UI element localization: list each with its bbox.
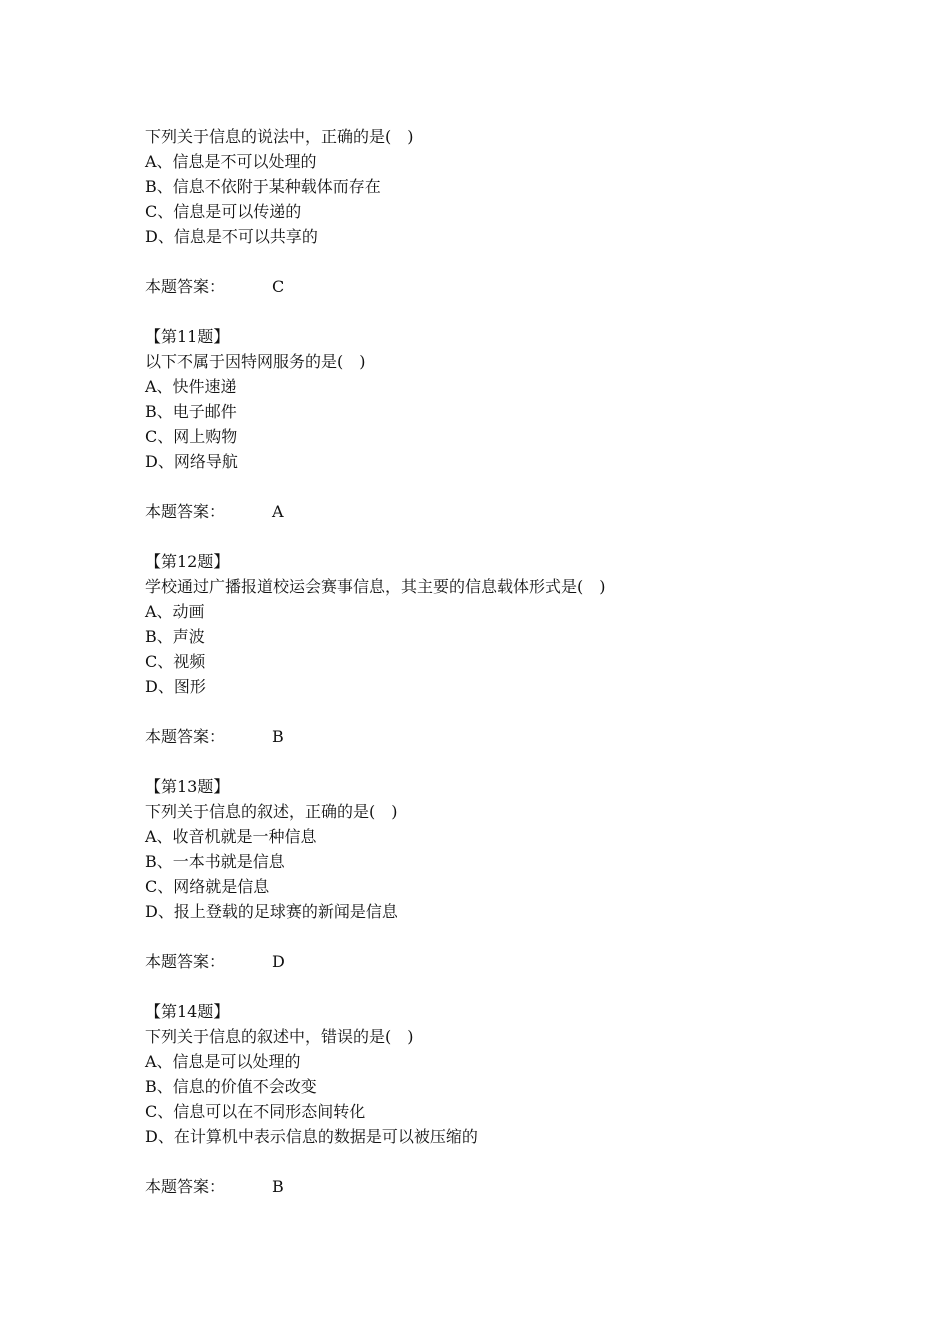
- answer-label: 本题答案：: [145, 277, 226, 296]
- question-stem: 下列关于信息的叙述中，错误的是( ): [145, 1027, 414, 1046]
- question-block: [145, 324, 865, 549]
- answer-row: [145, 949, 865, 974]
- option-d: D、报上登载的足球赛的新闻是信息: [145, 902, 398, 921]
- answer-label: 本题答案：: [145, 502, 226, 521]
- answer-row: [145, 499, 865, 524]
- question-stem: 下列关于信息的叙述，正确的是( ): [145, 802, 398, 821]
- option-c: C、视频: [145, 652, 206, 671]
- option-a: A、快件速递: [145, 377, 237, 396]
- option-a: A、动画: [145, 602, 205, 621]
- answer-row: [145, 724, 865, 749]
- option-a: A、收音机就是一种信息: [145, 827, 317, 846]
- option-b: B、一本书就是信息: [145, 852, 285, 871]
- question-number: 【第12题】: [145, 552, 230, 571]
- option-b: B、信息的价值不会改变: [145, 1077, 317, 1096]
- question-block: [145, 774, 865, 999]
- option-c: C、信息是可以传递的: [145, 202, 302, 221]
- answer-label: 本题答案：: [145, 1177, 226, 1196]
- option-c: C、信息可以在不同形态间转化: [145, 1102, 366, 1121]
- option-a: A、信息是不可以处理的: [145, 152, 317, 171]
- option-d: D、信息是不可以共享的: [145, 227, 318, 246]
- question-number: 【第14题】: [145, 1002, 230, 1021]
- question-stem: 下列关于信息的说法中，正确的是( ): [145, 127, 414, 146]
- answer-value: A: [272, 502, 284, 521]
- option-b: B、声波: [145, 627, 205, 646]
- question-block: [145, 124, 865, 324]
- answer-value: D: [272, 952, 285, 971]
- question-block: [145, 999, 865, 1199]
- option-d: D、在计算机中表示信息的数据是可以被压缩的: [145, 1127, 478, 1146]
- question-number: 【第13题】: [145, 777, 230, 796]
- answer-value: B: [272, 727, 284, 746]
- answer-label: 本题答案：: [145, 727, 226, 746]
- document-page: [145, 124, 865, 1199]
- answer-value: C: [272, 277, 285, 296]
- option-b: B、信息不依附于某种载体而存在: [145, 177, 381, 196]
- answer-label: 本题答案：: [145, 952, 226, 971]
- answer-row: [145, 274, 865, 299]
- option-d: D、网络导航: [145, 452, 238, 471]
- question-stem: 以下不属于因特网服务的是( ): [145, 352, 366, 371]
- option-c: C、网上购物: [145, 427, 238, 446]
- answer-value: B: [272, 1177, 284, 1196]
- option-c: C、网络就是信息: [145, 877, 270, 896]
- answer-row: [145, 1174, 865, 1199]
- option-d: D、图形: [145, 677, 206, 696]
- question-stem: 学校通过广播报道校运会赛事信息，其主要的信息载体形式是( ): [145, 577, 606, 596]
- option-a: A、信息是可以处理的: [145, 1052, 301, 1071]
- question-number: 【第11题】: [145, 327, 230, 346]
- option-b: B、电子邮件: [145, 402, 237, 421]
- question-block: [145, 549, 865, 774]
